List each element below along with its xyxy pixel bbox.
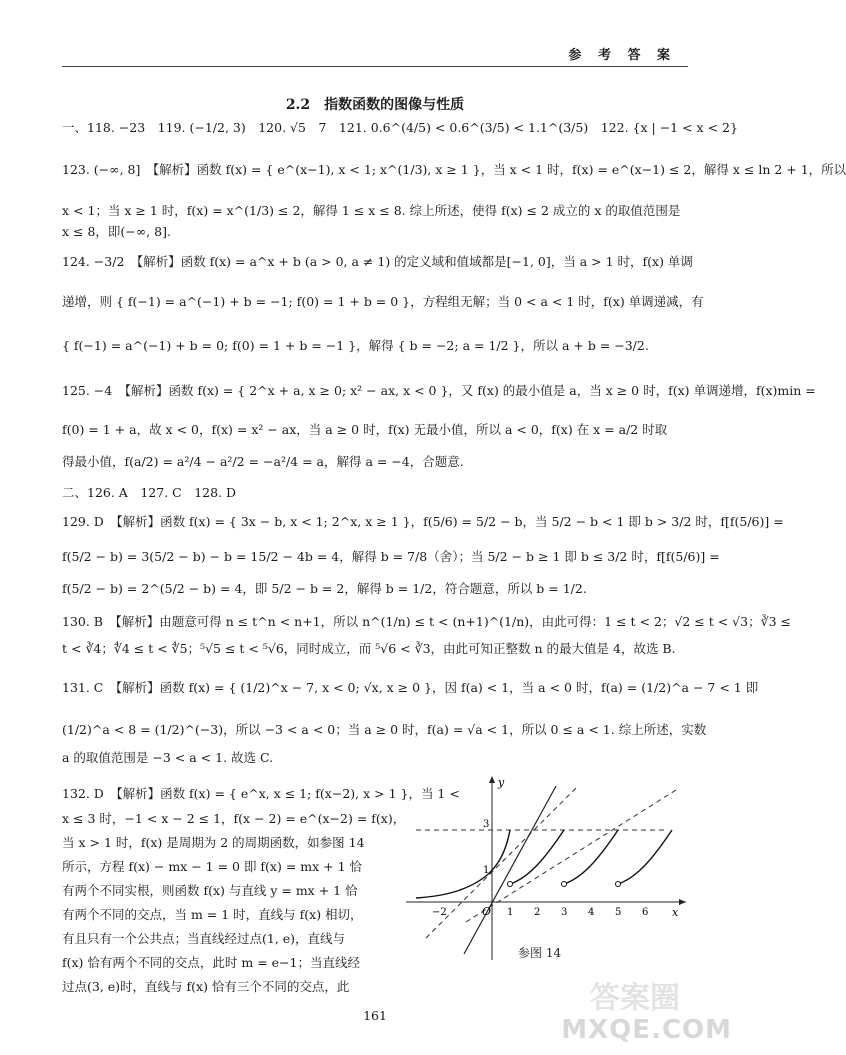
answer-line: f(5/2 − b) = 3(5/2 − b) − b = 15/2 − 4b = 4，解得 b = 7/8（舍）；当 5/2 − b ≥ 1 即 b ≤ 3/2 时，f[f(5/6)] = (62, 549, 720, 564)
line-tangent (426, 788, 576, 938)
answer-line: 过点(3, e)时，直线与 f(x) 恰有三个不同的交点，此 (62, 979, 350, 994)
exp-curve (416, 830, 510, 898)
answer-line: 123. (−∞, 8] 【解析】函数 f(x) = { e^(x−1), x < 1; x^(1/3), x ≥ 1 }，当 x < 1 时，f(x) = e^(x−1) ≤ 2，解得 x ≤ ln 2 + 1，所以 (62, 162, 846, 177)
answer-line: 有两个不同的交点，当 m = 1 时，直线与 f(x) 相切， (62, 907, 363, 922)
x-tick-label: 1 (507, 907, 514, 918)
x-tick-label: 5 (615, 907, 622, 918)
answer-line: 有且只有一个公共点；当直线经过点(1, e)，直线与 (62, 931, 346, 946)
y-tick-label: 1 (483, 865, 490, 876)
answer-line: x ≤ 8，即(−∞, 8]. (62, 224, 171, 239)
watermark-logo: 答案圈 (590, 981, 680, 1016)
answer-line: 124. −3/2 【解析】函数 f(x) = a^x + b (a > 0, a ≠ 1) 的定义域和值域都是[−1, 0]，当 a > 1 时，f(x) 单调 (62, 254, 693, 269)
section-title: 2.2 指数函数的图像与性质 (285, 97, 465, 113)
x-axis-label: x (672, 906, 679, 919)
open-point (508, 882, 513, 887)
page-number: 161 (363, 1008, 387, 1023)
x-axis-arrow-icon (679, 899, 686, 905)
answer-line: 129. D 【解析】函数 f(x) = { 3x − b, x < 1; 2^x, x ≥ 1 }，f(5/6) = 5/2 − b，当 5/2 − b < 1 即 b > 3/2 时，f[f(5/6)] = (62, 514, 784, 529)
answer-line: 二、126. A 127. C 128. D (62, 485, 237, 500)
period-curve-3 (618, 830, 672, 884)
answer-line: 所示，方程 f(x) − mx − 1 = 0 即 f(x) = mx + 1 恰 (62, 859, 363, 874)
y-axis-label: y (498, 776, 505, 789)
answer-line: f(5/2 − b) = 2^(5/2 − b) = 4，即 5/2 − b = 2，解得 b = 1/2，符合题意，所以 b = 1/2. (62, 581, 587, 596)
answer-line: 一、118. −23 119. (−1/2, 3) 120. √5 7 121. 0.6^(4/5) < 0.6^(3/5) < 1.1^(3/5) 122. {x | −1 < x < 2} (62, 120, 738, 135)
answer-line: a 的取值范围是 −3 < a < 1. 故选 C. (62, 750, 274, 765)
answer-line: x < 1；当 x ≥ 1 时，f(x) = x^(1/3) ≤ 2，解得 1 ≤ x ≤ 8. 综上所述，使得 f(x) ≤ 2 成立的 x 的取值范围是 (62, 203, 681, 218)
answer-line: f(0) = 1 + a，故 x < 0，f(x) = x² − ax，当 a ≥ 0 时，f(x) 无最小值，所以 a < 0，f(x) 在 x = a/2 时取 (62, 422, 668, 437)
answer-line: f(x) 恰有两个不同的交点，此时 m = e−1；当直线经 (62, 955, 360, 970)
answer-line: x ≤ 3 时，−1 < x − 2 ≤ 1，f(x − 2) = e^(x−2) = f(x)， (62, 811, 406, 826)
line-through-1e (464, 786, 556, 954)
x-tick-label: 2 (534, 907, 541, 918)
open-point (562, 882, 567, 887)
y-axis-arrow-icon (489, 776, 495, 783)
answer-line: 得最小值，f(a/2) = a²/4 − a²/2 = −a²/4 = a，解得 a = −4，合题意. (62, 454, 464, 469)
watermark-text: MXQE.COM (561, 1015, 732, 1045)
page-header: 参 考 答 案 (568, 48, 676, 63)
figure-caption: 参图 14 (518, 946, 562, 960)
answer-line: 125. −4 【解析】函数 f(x) = { 2^x + a, x ≥ 0; x² − ax, x < 0 }，又 f(x) 的最小值是 a，当 x ≥ 0 时，f(x) 单调递增，f(x)min = (62, 383, 816, 398)
answer-line: 有两个不同实根，则函数 f(x) 与直线 y = mx + 1 恰 (62, 883, 358, 898)
header-rule (62, 66, 688, 67)
origin-label: O (482, 905, 492, 918)
answer-line: t < ∛4；∜4 ≤ t < ∜5；⁵√5 ≤ t < ⁵√6，同时成立，而 ⁵√6 < ∛3，由此可知正整数 n 的最大值是 4，故选 B. (62, 641, 676, 656)
figure-14 (406, 772, 688, 962)
answer-line: (1/2)^a < 8 = (1/2)^(−3)，所以 −3 < a < 0；当 a ≥ 0 时，f(a) = √a < 1，所以 0 ≤ a < 1. 综上所述，实数 (62, 722, 707, 737)
answer-line: { f(−1) = a^(−1) + b = 0; f(0) = 1 + b = −1 }，解得 { b = −2; a = 1/2 }，所以 a + b = −3/2. (62, 338, 649, 353)
x-tick-label: −2 (432, 907, 447, 918)
answer-line: 递增，则 { f(−1) = a^(−1) + b = −1; f(0) = 1 + b = 0 }，方程组无解；当 0 < a < 1 时，f(x) 单调递减，有 (62, 294, 704, 309)
x-tick-label: 4 (588, 907, 595, 918)
answer-line: 当 x > 1 时，f(x) 是周期为 2 的周期函数，如参图 14 (62, 835, 365, 850)
open-point (616, 882, 621, 887)
x-tick-label: 6 (642, 907, 649, 918)
answer-line: 131. C 【解析】函数 f(x) = { (1/2)^x − 7, x < 0; √x, x ≥ 0 }，因 f(a) < 1，当 a < 0 时，f(a) = (1/2)^a − 7 < 1 即 (62, 680, 759, 695)
x-tick-label: 3 (561, 907, 568, 918)
y-tick-label: 3 (483, 819, 490, 830)
period-curve-2 (564, 830, 618, 884)
answer-line: 130. B 【解析】由题意可得 n ≤ t^n < n+1，所以 n^(1/n) ≤ t < (n+1)^(1/n)，由此可得：1 ≤ t < 2；√2 ≤ t < √3；∛3 ≤ (62, 614, 791, 629)
answer-line: 132. D 【解析】函数 f(x) = { e^x, x ≤ 1; f(x−2), x > 1 }，当 1 < (62, 786, 460, 801)
period-curve-1 (510, 830, 564, 884)
